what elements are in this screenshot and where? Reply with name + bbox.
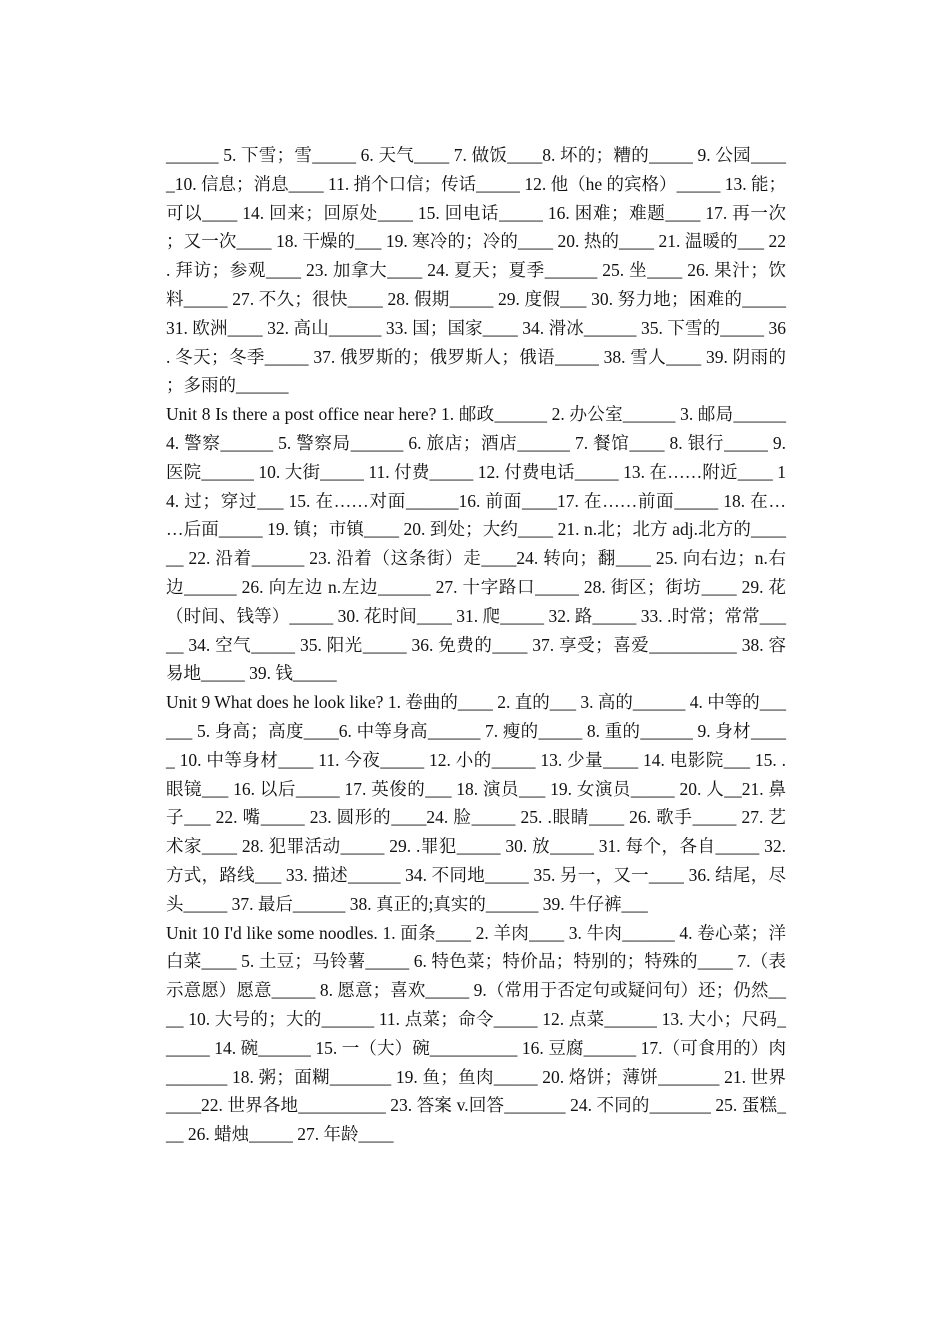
unit8-items: 1. 邮政______ 2. 办公室______ 3. 邮局______ 4. 警察______ 5. 警察局______ 6. 旅店；酒店______ 7. 餐馆____ 8. 银行_____ 9. 医院______ 10. 大街_____ 11. 付费_____ 12. 付费电话_____ 13. 在……附近____ 14. 过；穿过___ 15. 在……对面______16. 前面____17. 在……前面_____ 18. 在……后面_____ 19. 镇；市镇____ 20. 到处；大约____ 21. n.北；北方 adj.北方的______ 22. 沿着______ 23. 沿着（这条街）走____24. 转向；翻____ 25. 向右边；n.右边______ 26. 向左边 n.左边______ 27. 十字路口_____ 28. 街区；街坊____ 29. 花（时间、钱等）_____ 30. 花时间____ 31. 爬_____ 32. 路_____ 33. .时常；常常_____ 34. 空气_____ 35. 阳光_____ 36. 免费的____ 37. 享受；喜爱__________ 38. 容易地_____ 39. 钱_____	[166, 404, 786, 684]
unit10-items: 1. 面条____ 2. 羊肉____ 3. 牛肉______ 4. 卷心菜；洋白菜____ 5. 土豆；马铃薯_____ 6. 特色菜；特价品；特别的；特殊的____ 7.（表示意愿）愿意_____ 8. 愿意；喜欢_____ 9.（常用于否定句或疑问句）还；仍然____ 10. 大号的；大的______ 11. 点菜；命令_____ 12. 点菜______ 13. 大小；尺码______ 14. 碗______ 15. 一（大）碗__________ 16. 豆腐______ 17.（可食用的）肉_______ 18. 粥；面糊_______ 19. 鱼；鱼肉_____ 20. 烙饼；薄饼_______ 21. 世界____22. 世界各地__________ 23. 答案 v.回答_______ 24. 不同的_______ 25. 蛋糕___ 26. 蜡烛_____ 27. 年龄____	[166, 922, 786, 1145]
unit8-heading: Unit 8 Is there a post office near here?	[166, 404, 437, 425]
unit10-heading: Unit 10 I'd like some noodles.	[166, 922, 378, 943]
unit9-vocabulary-paragraph	[166, 688, 786, 918]
unit10-vocabulary-paragraph	[166, 919, 786, 1149]
unit7-vocabulary-paragraph	[166, 141, 786, 400]
unit9-items: 1. 卷曲的____ 2. 直的___ 3. 高的______ 4. 中等的______ 5. 身高；高度____6. 中等身高______ 7. 瘦的_____ 8. 重的______ 9. 身材_____ 10. 中等身材____ 11. 今夜_____ 12. 小的_____ 13. 少量____ 14. 电影院___ 15. .眼镜___ 16. 以后_____ 17. 英俊的___ 18. 演员___ 19. 女演员_____ 20. 人__21. 鼻子___ 22. 嘴_____ 23. 圆形的____24. 脸_____ 25. .眼睛____ 26. 歌手_____ 27. 艺术家____ 28. 犯罪活动_____ 29. .罪犯_____ 30. 放_____ 31. 每个，各自_____ 32. 方式，路线___ 33. 描述______ 34. 不同地_____ 35. 另一，又一____ 36. 结尾，尽头_____ 37. 最后______ 38. 真正的;真实的______ 39. 牛仔裤___	[166, 692, 786, 914]
unit8-vocabulary-paragraph	[166, 400, 786, 688]
unit7-items: ______ 5. 下雪；雪_____ 6. 天气____ 7. 做饭____8. 坏的；糟的_____ 9. 公园_____10. 信息；消息____ 11. 捎个口信；传话_____ 12. 他（he 的宾格）_____ 13. 能；可以____ 14. 回来；回原处____ 15. 回电话_____ 16. 困难；难题____ 17. 再一次；又一次____ 18. 干燥的___ 19. 寒冷的；冷的____ 20. 热的____ 21. 温暖的___ 22. 拜访；参观____ 23. 加拿大____ 24. 夏天；夏季______ 25. 坐____ 26. 果汁；饮料_____ 27. 不久；很快____ 28. 假期_____ 29. 度假___ 30. 努力地；困难的_____31. 欧洲____ 32. 高山______ 33. 国；国家____ 34. 滑冰______ 35. 下雪的_____ 36. 冬天；冬季_____ 37. 俄罗斯的；俄罗斯人；俄语_____ 38. 雪人____ 39. 阴雨的；多雨的______	[166, 145, 786, 396]
vocabulary-worksheet	[166, 141, 786, 1149]
unit9-heading: Unit 9 What does he look like?	[166, 692, 384, 713]
